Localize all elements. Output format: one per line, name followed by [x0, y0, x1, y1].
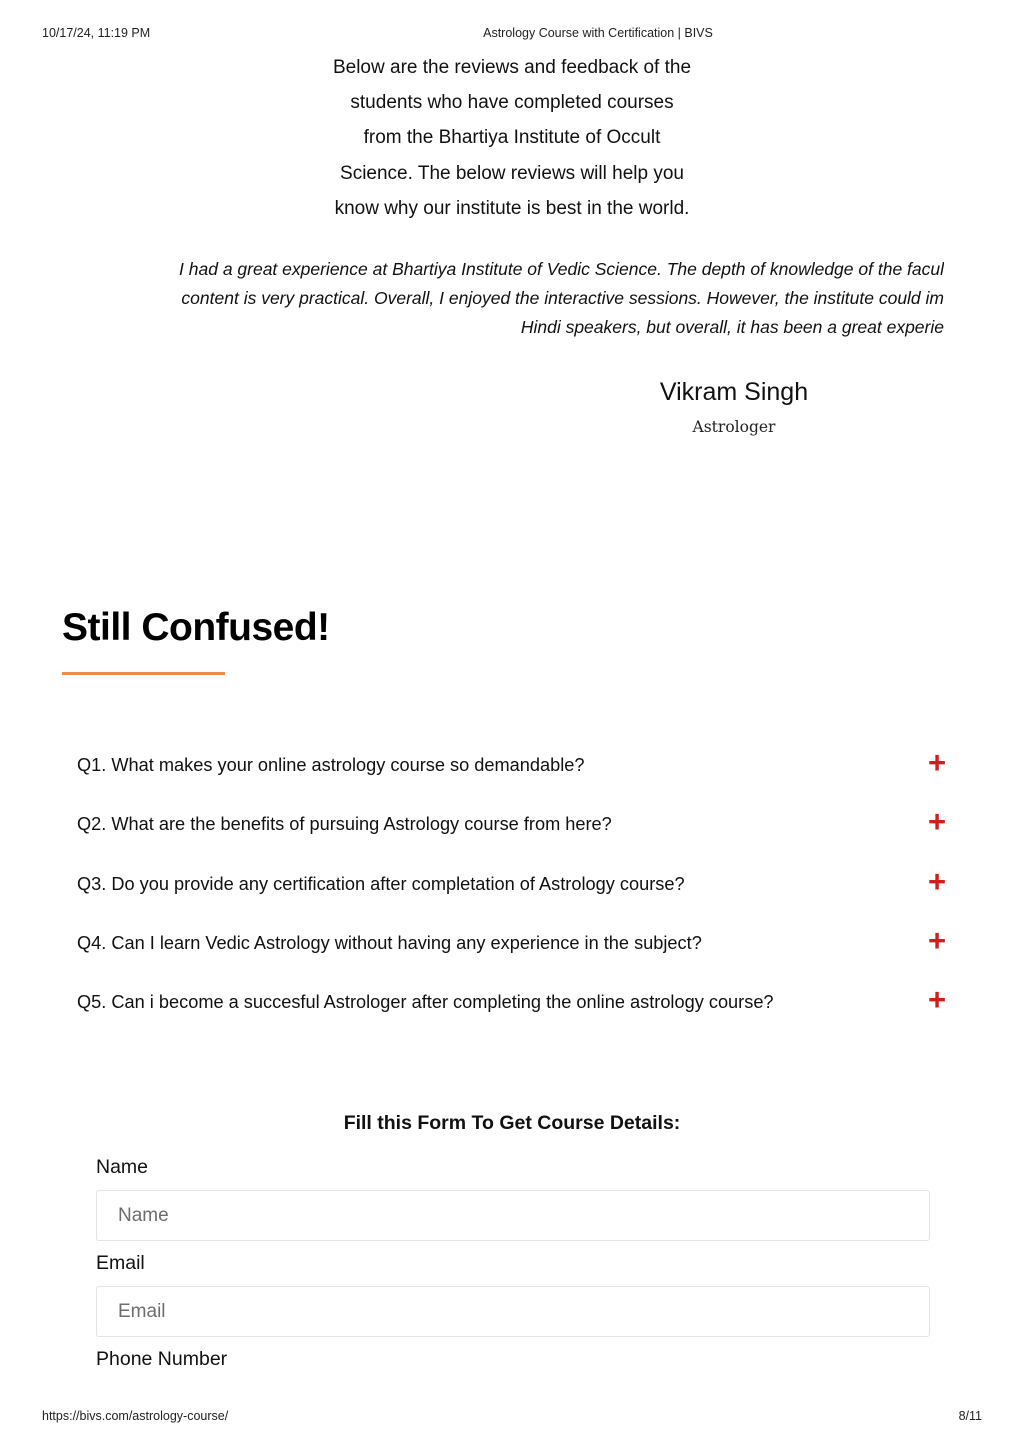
faq-item-5[interactable]: [77, 980, 949, 1039]
faq-section-title: Still Confused!: [62, 606, 330, 649]
review-line: content is very practical. Overall, I enjoyed the interactive sessions. However, the institute could im: [181, 288, 944, 308]
plus-icon[interactable]: +: [927, 863, 947, 899]
intro-line: know why our institute is best in the world.: [334, 197, 690, 219]
review-quote: [60, 255, 944, 342]
print-header: [0, 26, 1024, 42]
plus-icon[interactable]: +: [927, 745, 947, 780]
plus-icon[interactable]: +: [927, 922, 947, 958]
print-page-title: Astrology Course with Certification | BIVS: [483, 26, 713, 40]
faq-accordion: [77, 743, 949, 1039]
faq-item-1[interactable]: [77, 743, 949, 802]
email-input[interactable]: [96, 1286, 930, 1337]
faq-question: Q5. Can i become a succesful Astrologer after completing the online astrology course?: [77, 992, 774, 1013]
faq-question: Q4. Can I learn Vedic Astrology without having any experience in the subject?: [77, 932, 702, 953]
faq-question: Q2. What are the benefits of pursuing Astrology course from here?: [77, 814, 612, 835]
faq-question: Q1. What makes your online astrology course so demandable?: [77, 755, 585, 775]
review-line: I had a great experience at Bhartiya Institute of Vedic Science. The depth of knowledge of the facul: [179, 259, 944, 279]
intro-line: from the Bhartiya Institute of Occult: [363, 127, 661, 149]
faq-question: Q3. Do you provide any certification after completation of Astrology course?: [77, 873, 685, 894]
name-input[interactable]: [96, 1190, 930, 1241]
phone-label: Phone Number: [96, 1348, 228, 1370]
title-underline: [62, 672, 225, 675]
reviewer-name: Vikram Singh: [659, 378, 809, 406]
plus-icon[interactable]: +: [927, 982, 947, 1018]
reviewer-role: Astrologer: [692, 418, 776, 436]
faq-item-2[interactable]: [77, 802, 949, 861]
email-label: Email: [96, 1252, 145, 1274]
intro-line: students who have completed courses: [350, 92, 674, 114]
faq-item-4[interactable]: [77, 921, 949, 980]
intro-line: Science. The below reviews will help you: [340, 162, 684, 184]
review-line: Hindi speakers, but overall, it has been a great experie: [520, 317, 944, 337]
print-page-number: 8/11: [958, 1409, 982, 1423]
plus-icon[interactable]: +: [927, 804, 947, 840]
print-date: 10/17/24, 11:19 PM: [42, 26, 151, 40]
intro-line: Below are the reviews and feedback of the: [332, 57, 692, 78]
reviews-intro: [312, 50, 712, 226]
name-label: Name: [96, 1156, 149, 1178]
print-footer: [0, 1409, 1024, 1425]
print-url: https://bivs.com/astrology-course/: [42, 1409, 229, 1423]
faq-item-3[interactable]: [77, 862, 949, 921]
form-heading: Fill this Form To Get Course Details:: [343, 1112, 681, 1134]
